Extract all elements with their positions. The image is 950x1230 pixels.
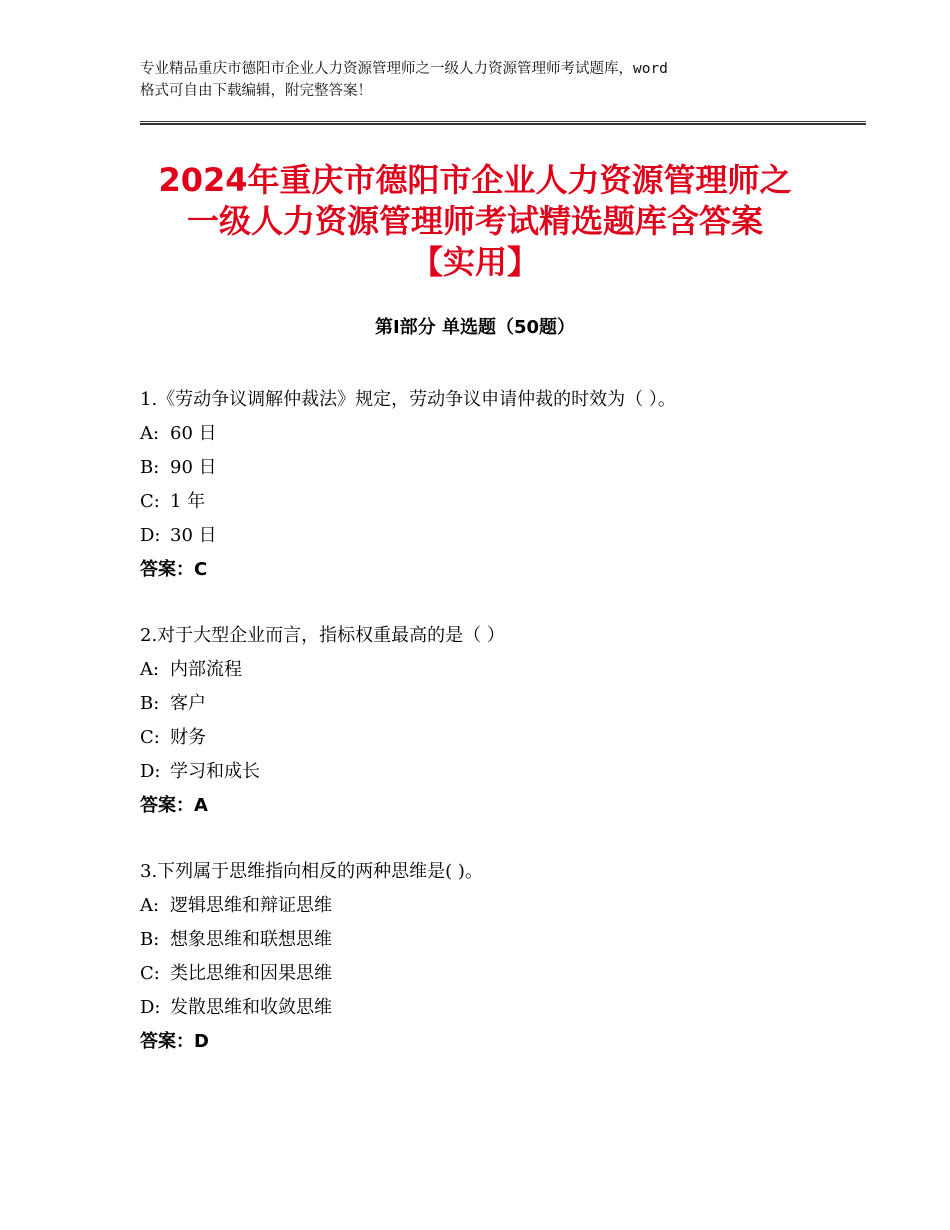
- option-letter: C:: [140, 963, 160, 984]
- answer: 答案：D: [140, 1031, 209, 1052]
- option-letter: B:: [140, 457, 160, 478]
- option-text: 内部流程: [170, 659, 242, 680]
- option-letter: C:: [140, 491, 160, 512]
- section-title: 第I部分 单选题（50题）: [374, 317, 575, 338]
- header-note-line-1: 专业精品重庆市德阳市企业人力资源管理师之一级人力资源管理师考试题库，word: [140, 61, 668, 77]
- option-text: 类比思维和因果思维: [170, 963, 332, 984]
- option-b: [140, 451, 840, 485]
- option-c: [140, 957, 840, 991]
- option-text: 客户: [170, 693, 206, 714]
- option-a: [140, 417, 840, 451]
- option-letter: A:: [140, 659, 160, 680]
- question-list: [140, 383, 840, 1091]
- question-stem: 2.对于大型企业而言，指标权重最高的是（ ）: [140, 625, 505, 646]
- option-letter: B:: [140, 929, 160, 950]
- option-a: [140, 653, 840, 687]
- option-text: 逻辑思维和辩证思维: [170, 895, 332, 916]
- option-text: 60 日: [170, 423, 217, 444]
- option-letter: C:: [140, 727, 160, 748]
- option-text: 1 年: [170, 491, 206, 512]
- option-a: [140, 889, 840, 923]
- option-letter: B:: [140, 693, 160, 714]
- document-title: [100, 160, 850, 283]
- option-d: [140, 519, 840, 553]
- option-d: [140, 755, 840, 789]
- option-b: [140, 923, 840, 957]
- answer: 答案：A: [140, 795, 208, 816]
- header-note-line-2: 格式可自由下载编辑，附完整答案！: [140, 83, 372, 99]
- document-title-line-1: 2024年重庆市德阳市企业人力资源管理师之: [158, 161, 792, 199]
- option-c: [140, 721, 840, 755]
- option-letter: D:: [140, 761, 161, 782]
- option-letter: A:: [140, 423, 160, 444]
- option-text: 学习和成长: [170, 761, 260, 782]
- option-text: 财务: [170, 727, 206, 748]
- option-text: 90 日: [170, 457, 217, 478]
- option-text: 30 日: [170, 525, 217, 546]
- question-2: [140, 619, 840, 823]
- header-note: [140, 58, 820, 102]
- document-title-line-3: 【实用】: [410, 243, 539, 281]
- option-letter: D:: [140, 997, 161, 1018]
- header-divider: [140, 121, 866, 126]
- document-title-line-2: 一级人力资源管理师考试精选题库含答案: [186, 202, 763, 240]
- question-3: [140, 855, 840, 1059]
- option-text: 想象思维和联想思维: [170, 929, 332, 950]
- answer: 答案：C: [140, 559, 208, 580]
- option-letter: D:: [140, 525, 161, 546]
- header-divider-thick: [140, 123, 866, 125]
- question-1: [140, 383, 840, 587]
- option-c: [140, 485, 840, 519]
- option-d: [140, 991, 840, 1025]
- option-text: 发散思维和收敛思维: [170, 997, 332, 1018]
- option-letter: A:: [140, 895, 160, 916]
- question-stem: 1.《劳动争议调解仲裁法》规定，劳动争议申请仲裁的时效为（ ）。: [140, 389, 676, 410]
- header-divider-thin: [140, 121, 866, 122]
- question-stem: 3.下列属于思维指向相反的两种思维是( )。: [140, 861, 483, 882]
- option-b: [140, 687, 840, 721]
